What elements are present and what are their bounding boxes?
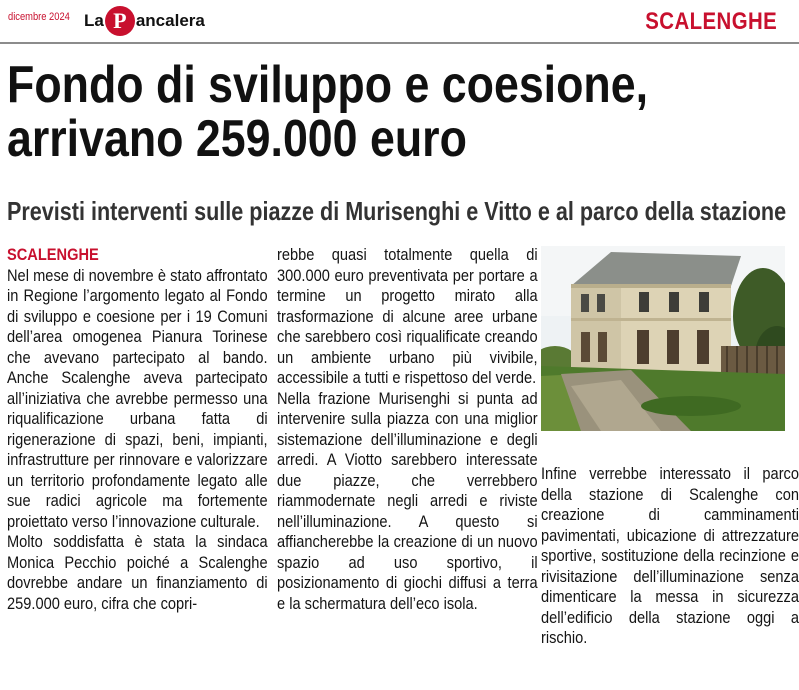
headline-line-2: arrivano 259.000 euro: [7, 110, 467, 168]
logo-p-icon: P: [105, 6, 135, 36]
station-photo: [541, 246, 785, 431]
header-divider: [0, 42, 799, 44]
logo-prefix: La: [84, 11, 104, 30]
article-headline: [7, 58, 695, 166]
headline-line-1: Fondo di sviluppo e coesione,: [7, 56, 649, 114]
body-paragraph: rebbe quasi totalmente quella di 300.000 euro preventivata per portare a termine un progetto mirato alla trasformazione di alcune aree urbane che sarebbero così riqualificate creando un ambiente urbano più vivibile, accessibile a tutti e rispettoso del verde.: [277, 245, 538, 387]
article-subtitle: Previsti interventi sulle piazze di Murisenghi e Vitto e al parco della stazione: [7, 196, 787, 226]
newspaper-logo[interactable]: [84, 4, 205, 38]
section-title: SCALENGHE: [645, 8, 777, 35]
logo-suffix: ancalera: [135, 11, 205, 30]
body-paragraph: Nel mese di novembre è stato affrontato in Regione l’argomento legato al Fondo di sviluppo e coesione per i 19 Comuni dell’area omogenea Pianura Torinese che avevano partecipato al bando. Anche Scalenghe aveva partecipato all’iniziativa che avrebbe permesso una riqualificazione urbana fatta di rigenerazione di spazi, beni, impianti, infrastrutture per rinnovare e valorizzare un territorio profondamente legato alle sue radici agricole ma fortemente proiettato verso l’innovazione culturale.: [7, 265, 268, 531]
body-paragraph: Nella frazione Murisenghi si punta ad intervenire sulla piazza con una miglior sistemazione dell’illuminazione e degli arredi. A Viotto sarebbero interessate due piazze, che verrebbero riammodernate negli arredi e riviste nell’illuminazione. A questo si affiancherebbe la creazione di un nuovo spazio ad uso sportivo, il posizionamento di giochi diffusi a terra e la schermatura dell’eco isola.: [277, 388, 538, 613]
article-column-3: [541, 464, 799, 649]
page-header: [0, 0, 799, 44]
body-paragraph: Infine verrebbe interessato il parco della stazione di Scalenghe con creazione di camminamenti pavimentati, ubicazione di attrezzature sportive, sostituzione della recinzione e rivisitazione dell’illuminazione senza dimenticare la messa in sicurezza dell’edificio della stazione oggi a rischio.: [541, 464, 799, 647]
article-column-2: [277, 245, 539, 614]
issue-date: dicembre 2024: [8, 11, 70, 23]
body-paragraph: Molto soddisfatta è stata la sindaca Monica Pecchio poiché a Scalenghe dovrebbe andare un finanziamento di 259.000 euro, cifra che copri-: [7, 532, 268, 613]
article-kicker: SCALENGHE: [7, 245, 99, 264]
article-column-1: [7, 245, 269, 614]
